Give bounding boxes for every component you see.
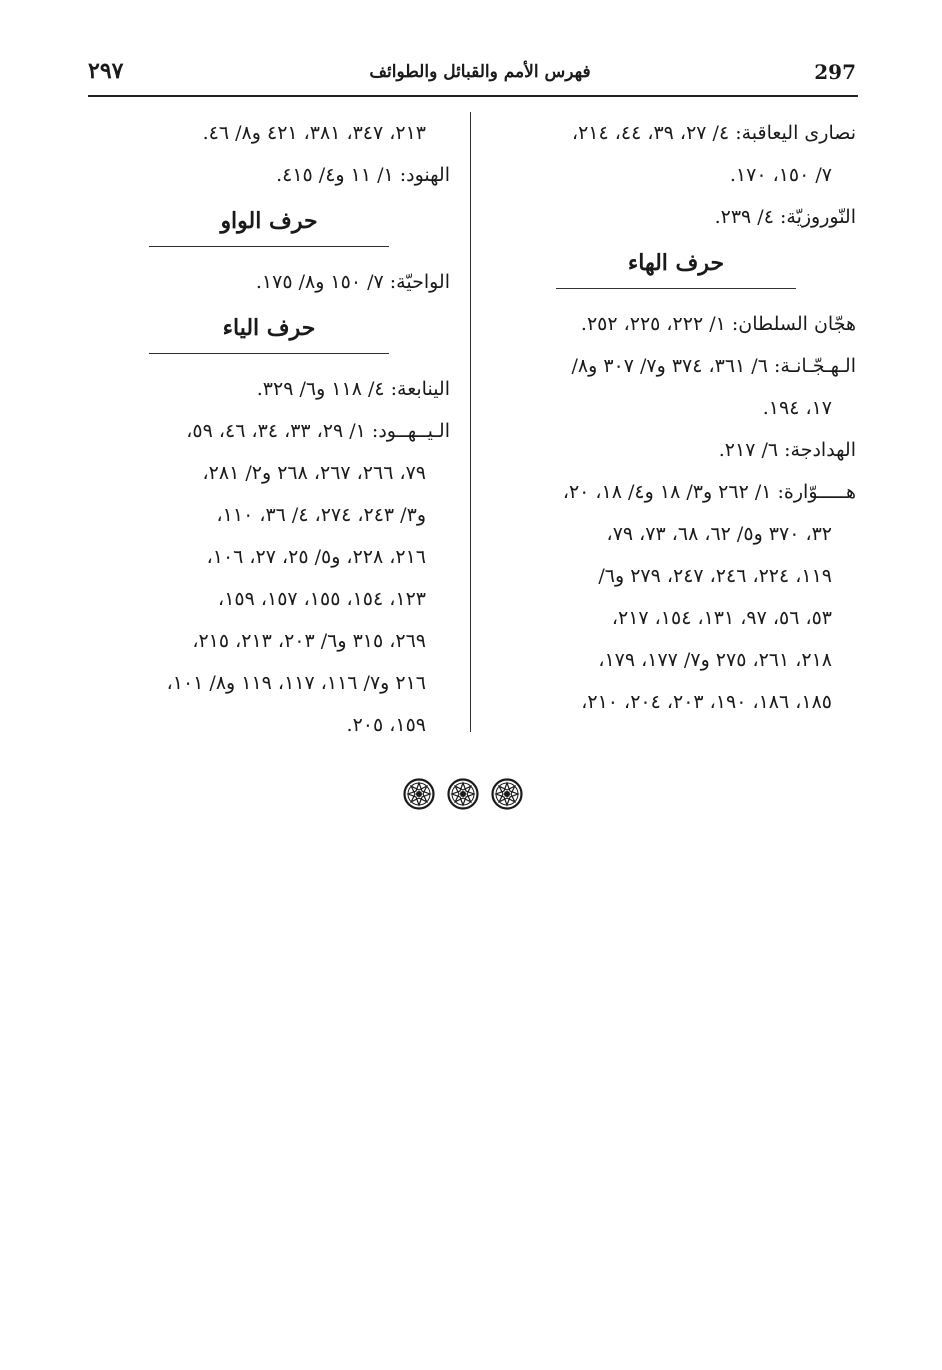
index-entry-continuation: ١٧، ١٩٤. bbox=[762, 397, 832, 419]
section-heading-ha: حرف الهاء bbox=[627, 250, 725, 276]
section-heading-rule bbox=[149, 246, 389, 247]
section-heading-rule bbox=[556, 288, 796, 289]
index-entry-continuation: ١٢٣، ١٥٤، ١٥٥، ١٥٧، ١٥٩، bbox=[218, 588, 426, 610]
index-entry-continuation: ٢١٦، ٢٢٨، و٥/ ٢٥، ٢٧، ١٠٦، bbox=[206, 546, 426, 568]
rosette-ornament-icon bbox=[491, 778, 523, 810]
index-entry: الـيــهــود: ١/ ٢٩، ٣٣، ٣٤، ٤٦، ٥٩، bbox=[186, 420, 450, 442]
page-number-arabic: ٢٩٧ bbox=[88, 58, 124, 84]
index-entry-continuation: ١١٩، ٢٢٤، ٢٤٦، ٢٤٧، ٢٧٩ و٦/ bbox=[598, 565, 832, 587]
section-end-ornaments bbox=[403, 778, 523, 814]
page-number-latin: 297 bbox=[814, 60, 856, 84]
index-entry: الهنود: ١/ ١١ و٤/ ٤١٥. bbox=[276, 164, 450, 186]
index-entry-continuation: ٧٩، ٢٦٦، ٢٦٧، ٢٦٨ و٢/ ٢٨١، bbox=[202, 462, 426, 484]
section-heading-rule bbox=[149, 353, 389, 354]
index-entry-continuation: ٢٦٩، ٣١٥ و٦/ ٢٠٣، ٢١٣، ٢١٥، bbox=[192, 630, 426, 652]
rosette-ornament-icon bbox=[447, 778, 479, 810]
index-entry: هجّان السلطان: ١/ ٢٢٢، ٢٢٥، ٢٥٢. bbox=[580, 313, 856, 335]
section-heading-waw: حرف الواو bbox=[220, 208, 318, 234]
right-column bbox=[496, 112, 856, 723]
rosette-ornament-icon bbox=[403, 778, 435, 810]
index-entry-continuation: ١٨٥، ١٨٦، ١٩٠، ٢٠٣، ٢٠٤، ٢١٠، bbox=[581, 691, 832, 713]
index-entry-continuation: ١٥٩، ٢٠٥. bbox=[346, 714, 426, 736]
index-entry: هـــــوّارة: ١/ ٢٦٢ و٣/ ١٨ و٤/ ١٨، ٢٠، bbox=[562, 481, 856, 503]
index-entry-continuation: ٥٣، ٥٦، ٩٧، ١٣١، ١٥٤، ٢١٧، bbox=[611, 607, 832, 629]
index-entry: الواحيّة: ٧/ ١٥٠ و٨/ ١٧٥. bbox=[255, 271, 450, 293]
index-entry: الينابعة: ٤/ ١١٨ و٦/ ٣٢٩. bbox=[256, 378, 450, 400]
index-entry-continuation: ٣٢، ٣٧٠ و٥/ ٦٢، ٦٨، ٧٣، ٧٩، bbox=[606, 523, 832, 545]
index-entry: الـهـجّـانـة: ٦/ ٣٦١، ٣٧٤ و٧/ ٣٠٧ و٨/ bbox=[571, 355, 856, 377]
index-entry-continuation: ٢١٣، ٣٤٧، ٣٨١، ٤٢١ و٨/ ٤٦. bbox=[202, 122, 426, 144]
index-entry-continuation: ٢١٦ و٧/ ١١٦، ١١٧، ١١٩ و٨/ ١٠١، bbox=[166, 672, 426, 694]
header-rule bbox=[88, 95, 858, 97]
index-entry: الهدادجة: ٦/ ٢١٧. bbox=[718, 439, 856, 461]
index-entry: نصارى اليعاقبة: ٤/ ٢٧، ٣٩، ٤٤، ٢١٤، bbox=[571, 122, 856, 144]
index-entry-continuation: ٧/ ١٥٠، ١٧٠. bbox=[729, 164, 832, 186]
section-heading-ya: حرف الياء bbox=[222, 315, 316, 341]
index-entry-continuation: ٢١٨، ٢٦١، ٢٧٥ و٧/ ١٧٧، ١٧٩، bbox=[598, 649, 832, 671]
column-divider bbox=[470, 112, 471, 732]
index-entry: النّوروزيّة: ٤/ ٢٣٩. bbox=[714, 206, 856, 228]
left-column bbox=[88, 112, 450, 746]
running-title: فهرس الأمم والقبائل والطوائف bbox=[369, 62, 591, 82]
index-entry-continuation: و٣/ ٢٤٣، ٢٧٤، ٤/ ٣٦، ١١٠، bbox=[216, 504, 426, 526]
